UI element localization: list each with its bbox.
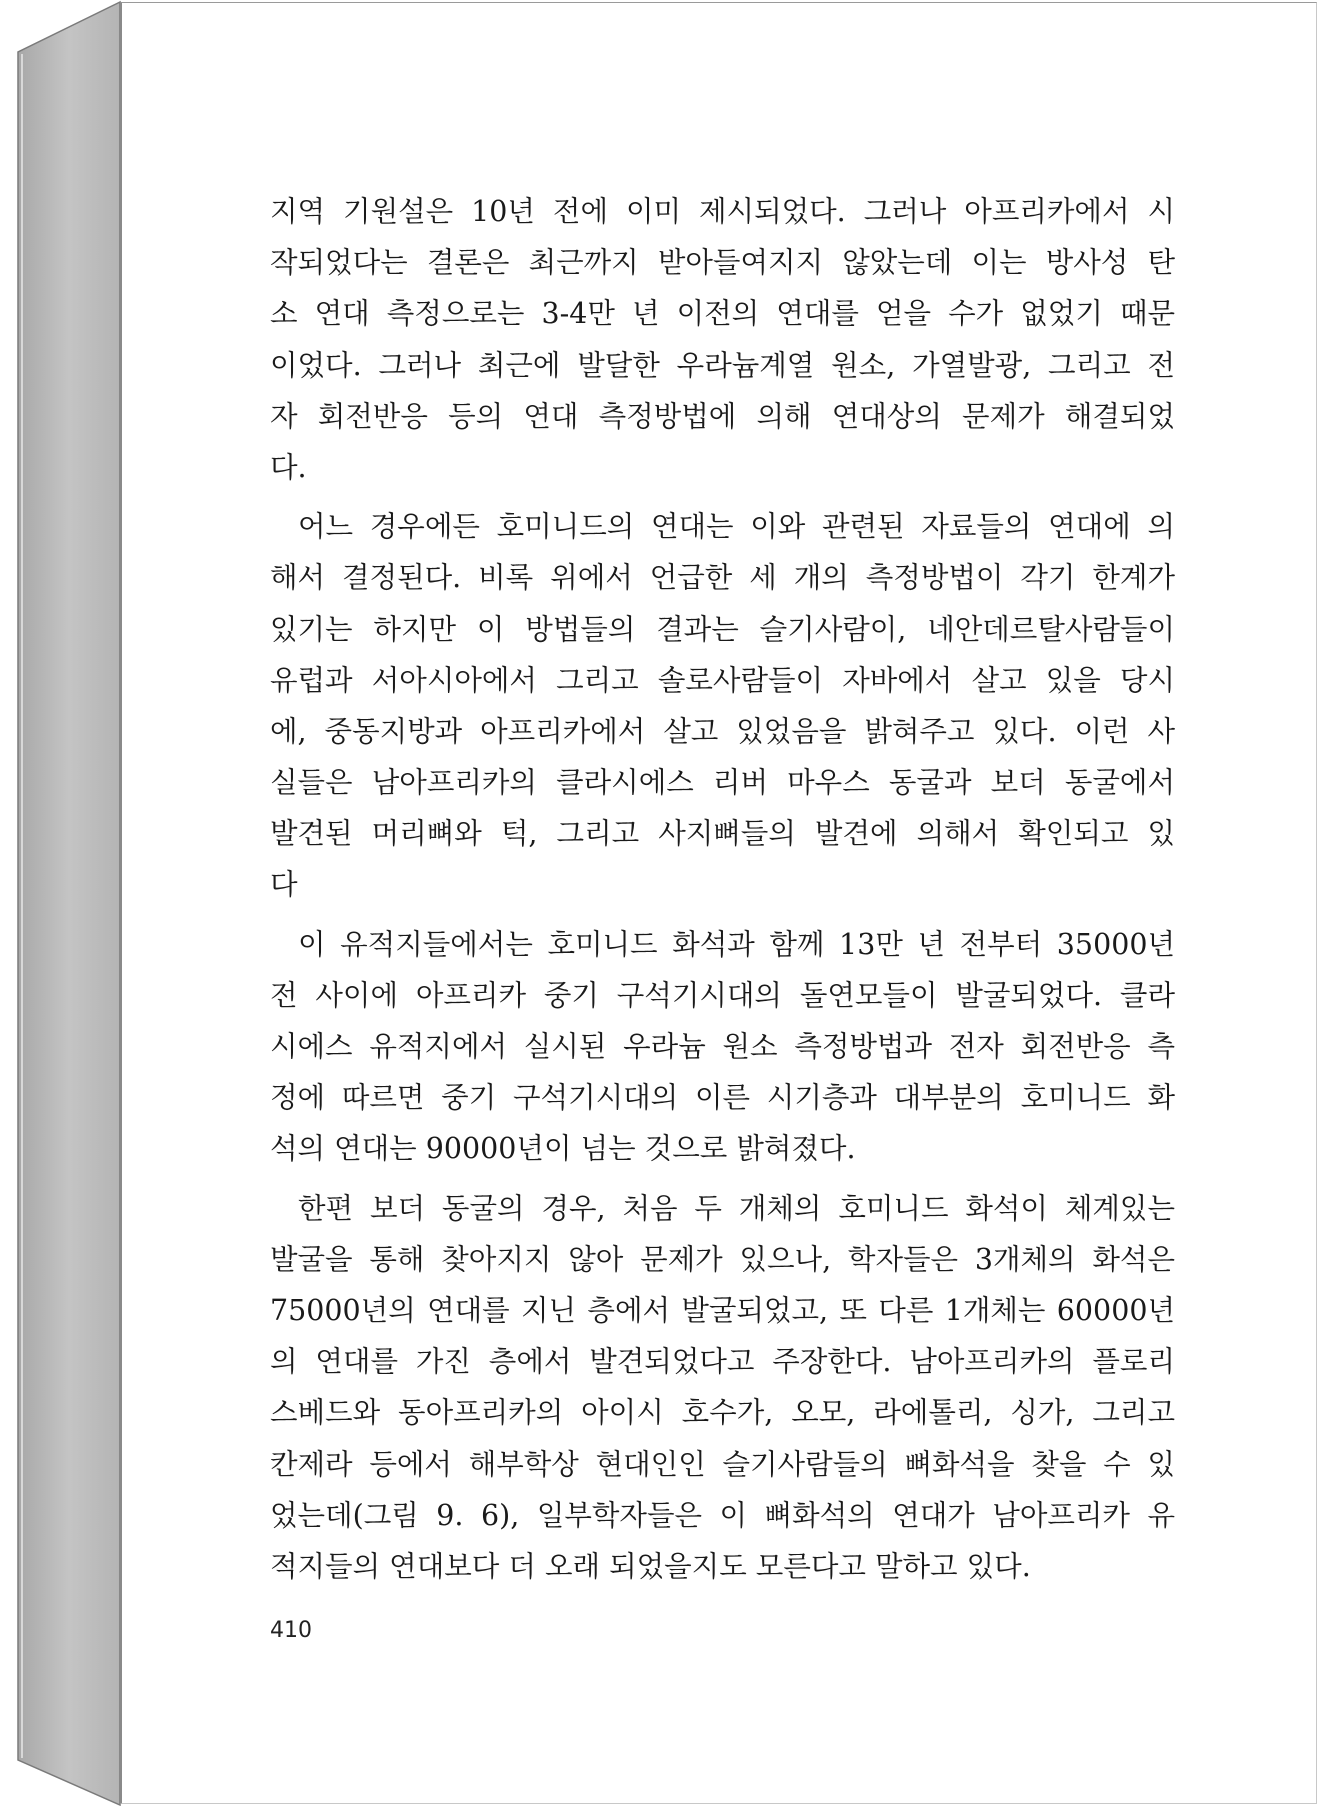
text-line: 실들은 남아프리카의 클라시에스 리버 마우스 동굴과 보더 동굴에서 bbox=[270, 766, 1175, 800]
text-line: 스베드와 동아프리카의 아이시 호수가, 오모, 라에톨리, 싱가, 그리고 bbox=[270, 1396, 1175, 1430]
paragraph-1 bbox=[270, 186, 1175, 493]
text-line: 다 bbox=[270, 868, 298, 902]
page-body-text bbox=[270, 186, 1175, 1600]
text-line: 이었다. 그러나 최근에 발달한 우라늄계열 원소, 가열발광, 그리고 전 bbox=[270, 348, 1175, 382]
text-line: 한편 보더 동굴의 경우, 처음 두 개체의 호미니드 화석이 체계있는 bbox=[298, 1191, 1175, 1225]
page-number: 410 bbox=[270, 1618, 312, 1643]
text-line: 었는데(그림 9. 6), 일부학자들은 이 뼈화석의 연대가 남아프리카 유 bbox=[270, 1498, 1175, 1532]
text-line: 자 회전반응 등의 연대 측정방법에 의해 연대상의 문제가 해결되었 bbox=[270, 399, 1175, 433]
text-line: 석의 연대는 90000년이 넘는 것으로 밝혀졌다. bbox=[270, 1132, 856, 1166]
text-line: 의 연대를 가진 층에서 발견되었다고 주장한다. 남아프리카의 플로리 bbox=[270, 1345, 1175, 1379]
paragraph-3 bbox=[270, 919, 1175, 1175]
paragraph-4 bbox=[270, 1183, 1175, 1593]
text-line: 발굴을 통해 찾아지지 않아 문제가 있으나, 학자들은 3개체의 화석은 bbox=[270, 1242, 1175, 1276]
text-line: 적지들의 연대보다 더 오래 되었을지도 모른다고 말하고 있다. bbox=[270, 1549, 1031, 1583]
text-line: 소 연대 측정으로는 3-4만 년 이전의 연대를 얻을 수가 없었기 때문 bbox=[270, 297, 1175, 331]
text-line: 다. bbox=[270, 450, 307, 484]
text-line: 지역 기원설은 10년 전에 이미 제시되었다. 그러나 아프리카에서 시 bbox=[270, 195, 1175, 228]
text-line: 75000년의 연대를 지닌 층에서 발굴되었고, 또 다른 1개체는 60000년 bbox=[270, 1293, 1175, 1327]
text-line: 정에 따르면 중기 구석기시대의 이른 시기층과 대부분의 호미니드 화 bbox=[270, 1081, 1175, 1115]
text-line: 이 유적지들에서는 호미니드 화석과 함께 13만 년 전부터 35000년 bbox=[298, 927, 1175, 961]
text-line: 시에스 유적지에서 실시된 우라늄 원소 측정방법과 전자 회전반응 측 bbox=[270, 1030, 1175, 1063]
text-line: 발견된 머리뼈와 턱, 그리고 사지뼈들의 발견에 의해서 확인되고 있 bbox=[270, 817, 1175, 851]
text-line: 작되었다는 결론은 최근까지 받아들여지지 않았는데 이는 방사성 탄 bbox=[270, 246, 1175, 280]
text-line: 어느 경우에든 호미니드의 연대는 이와 관련된 자료들의 연대에 의 bbox=[298, 510, 1175, 544]
text-line: 전 사이에 아프리카 중기 구석기시대의 돌연모들이 발굴되었다. 클라 bbox=[270, 978, 1175, 1012]
text-line: 에, 중동지방과 아프리카에서 살고 있었음을 밝혀주고 있다. 이런 사 bbox=[270, 714, 1175, 748]
text-line: 있기는 하지만 이 방법들의 결과는 슬기사람이, 네안데르탈사람들이 bbox=[270, 612, 1175, 646]
text-line: 유럽과 서아시아에서 그리고 솔로사람들이 자바에서 살고 있을 당시 bbox=[270, 663, 1175, 697]
paragraph-2 bbox=[270, 501, 1175, 911]
text-line: 칸제라 등에서 해부학상 현대인인 슬기사람들의 뼈화석을 찾을 수 있 bbox=[270, 1447, 1175, 1481]
text-line: 해서 결정된다. 비록 위에서 언급한 세 개의 측정방법이 각기 한계가 bbox=[270, 561, 1175, 595]
